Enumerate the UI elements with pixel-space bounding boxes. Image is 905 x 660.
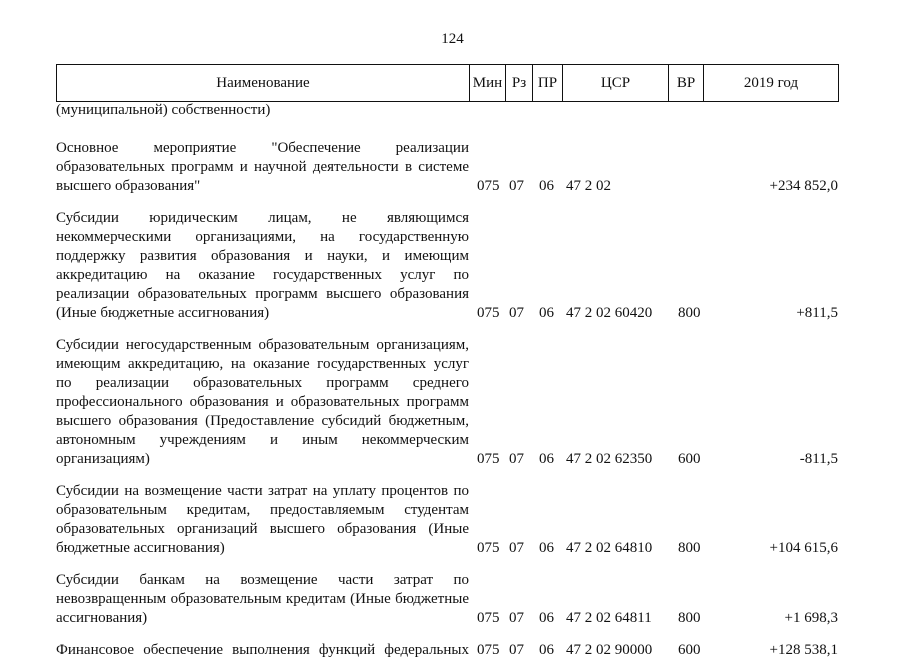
row-sum: +128 538,1 [769,642,838,658]
row-rz: 07 [509,610,524,626]
row-codes [56,539,838,558]
table-row [56,482,838,558]
row-pr: 06 [539,610,554,626]
row-vr: 800 [678,540,701,556]
row-codes [56,304,838,323]
header-vr: ВР [669,65,704,102]
row-codes [56,177,838,196]
row-csr: 47 2 02 60420 [566,305,653,321]
page-number: 124 [441,31,464,47]
row-name: Основное мероприятие "Обеспечение реализации образовательных программ и научной деятельности в системе высшего образования" [56,140,469,194]
table-body [56,101,838,660]
row-min: 075 [477,642,500,658]
row-vr: 800 [678,610,701,626]
table-header [56,64,839,102]
row-rz: 07 [509,540,524,556]
row-sum: +234 852,0 [769,178,838,194]
row-name: Субсидии банкам на возмещение части затрат по невозвращенным образовательным кредитам (Иные бюджетные ассигнования) [56,572,469,626]
header-min: Мин [470,65,506,102]
row-csr: 47 2 02 90000 [566,642,653,658]
header-pr: ПР [533,65,563,102]
row-min: 075 [477,178,500,194]
row-rz: 07 [509,451,524,467]
row-pr: 06 [539,642,554,658]
row-vr: 600 [678,642,701,658]
row-csr: 47 2 02 [566,178,611,194]
table-row [56,336,838,469]
row-rz: 07 [509,642,524,658]
table-row [56,641,838,660]
row-csr: 47 2 02 62350 [566,451,653,467]
row-csr: 47 2 02 64810 [566,540,653,556]
row-rz: 07 [509,178,524,194]
header-year: 2019 год [704,65,839,102]
row-pr: 06 [539,451,554,467]
row-min: 075 [477,451,500,467]
row-pr: 06 [539,305,554,321]
table-row [56,139,838,196]
row-vr: 800 [678,305,701,321]
row-csr: 47 2 02 64811 [566,610,652,626]
row-name: Финансовое обеспечение выполнения функций федеральных [56,642,469,658]
row-name: (муниципальной) собственности) [56,102,271,118]
table-row [56,571,838,628]
row-min: 075 [477,610,500,626]
row-min: 075 [477,305,500,321]
row-codes [56,609,838,628]
row-sum: +811,5 [796,305,838,321]
row-sum: +104 615,6 [769,540,838,556]
row-min: 075 [477,540,500,556]
row-sum: -811,5 [799,451,838,467]
row-vr: 600 [678,451,701,467]
row-codes [56,641,838,660]
row-pr: 06 [539,540,554,556]
row-name: Субсидии негосударственным образовательным организациям, имеющим аккредитацию, на оказание государственных услуг по реализации образовательных программ среднего профессионального образования и образовательных программ высшего образования (Предоставление субсидий бюджетным, автономным учреждениям и иным некоммерческим организациям) [56,337,469,467]
row-name: Субсидии на возмещение части затрат на уплату процентов по образовательным кредитам, предоставляемым студентам образовательных организаций высшего образования (Иные бюджетные ассигнования) [56,483,469,556]
header-csr: ЦСР [563,65,669,102]
row-name: Субсидии юридическим лицам, не являющимся некоммерческими организациями, на государственную поддержку развития образования и науки, и имеющим аккредитацию на оказание государственных услуг по реализации образовательных программ высшего образования (Иные бюджетные ассигнования) [56,210,469,321]
table-row [56,101,838,120]
row-codes [56,450,838,469]
table-row [56,209,838,323]
row-pr: 06 [539,178,554,194]
header-rz: Рз [506,65,533,102]
row-rz: 07 [509,305,524,321]
header-name: Наименование [57,65,470,102]
row-sum: +1 698,3 [784,610,838,626]
